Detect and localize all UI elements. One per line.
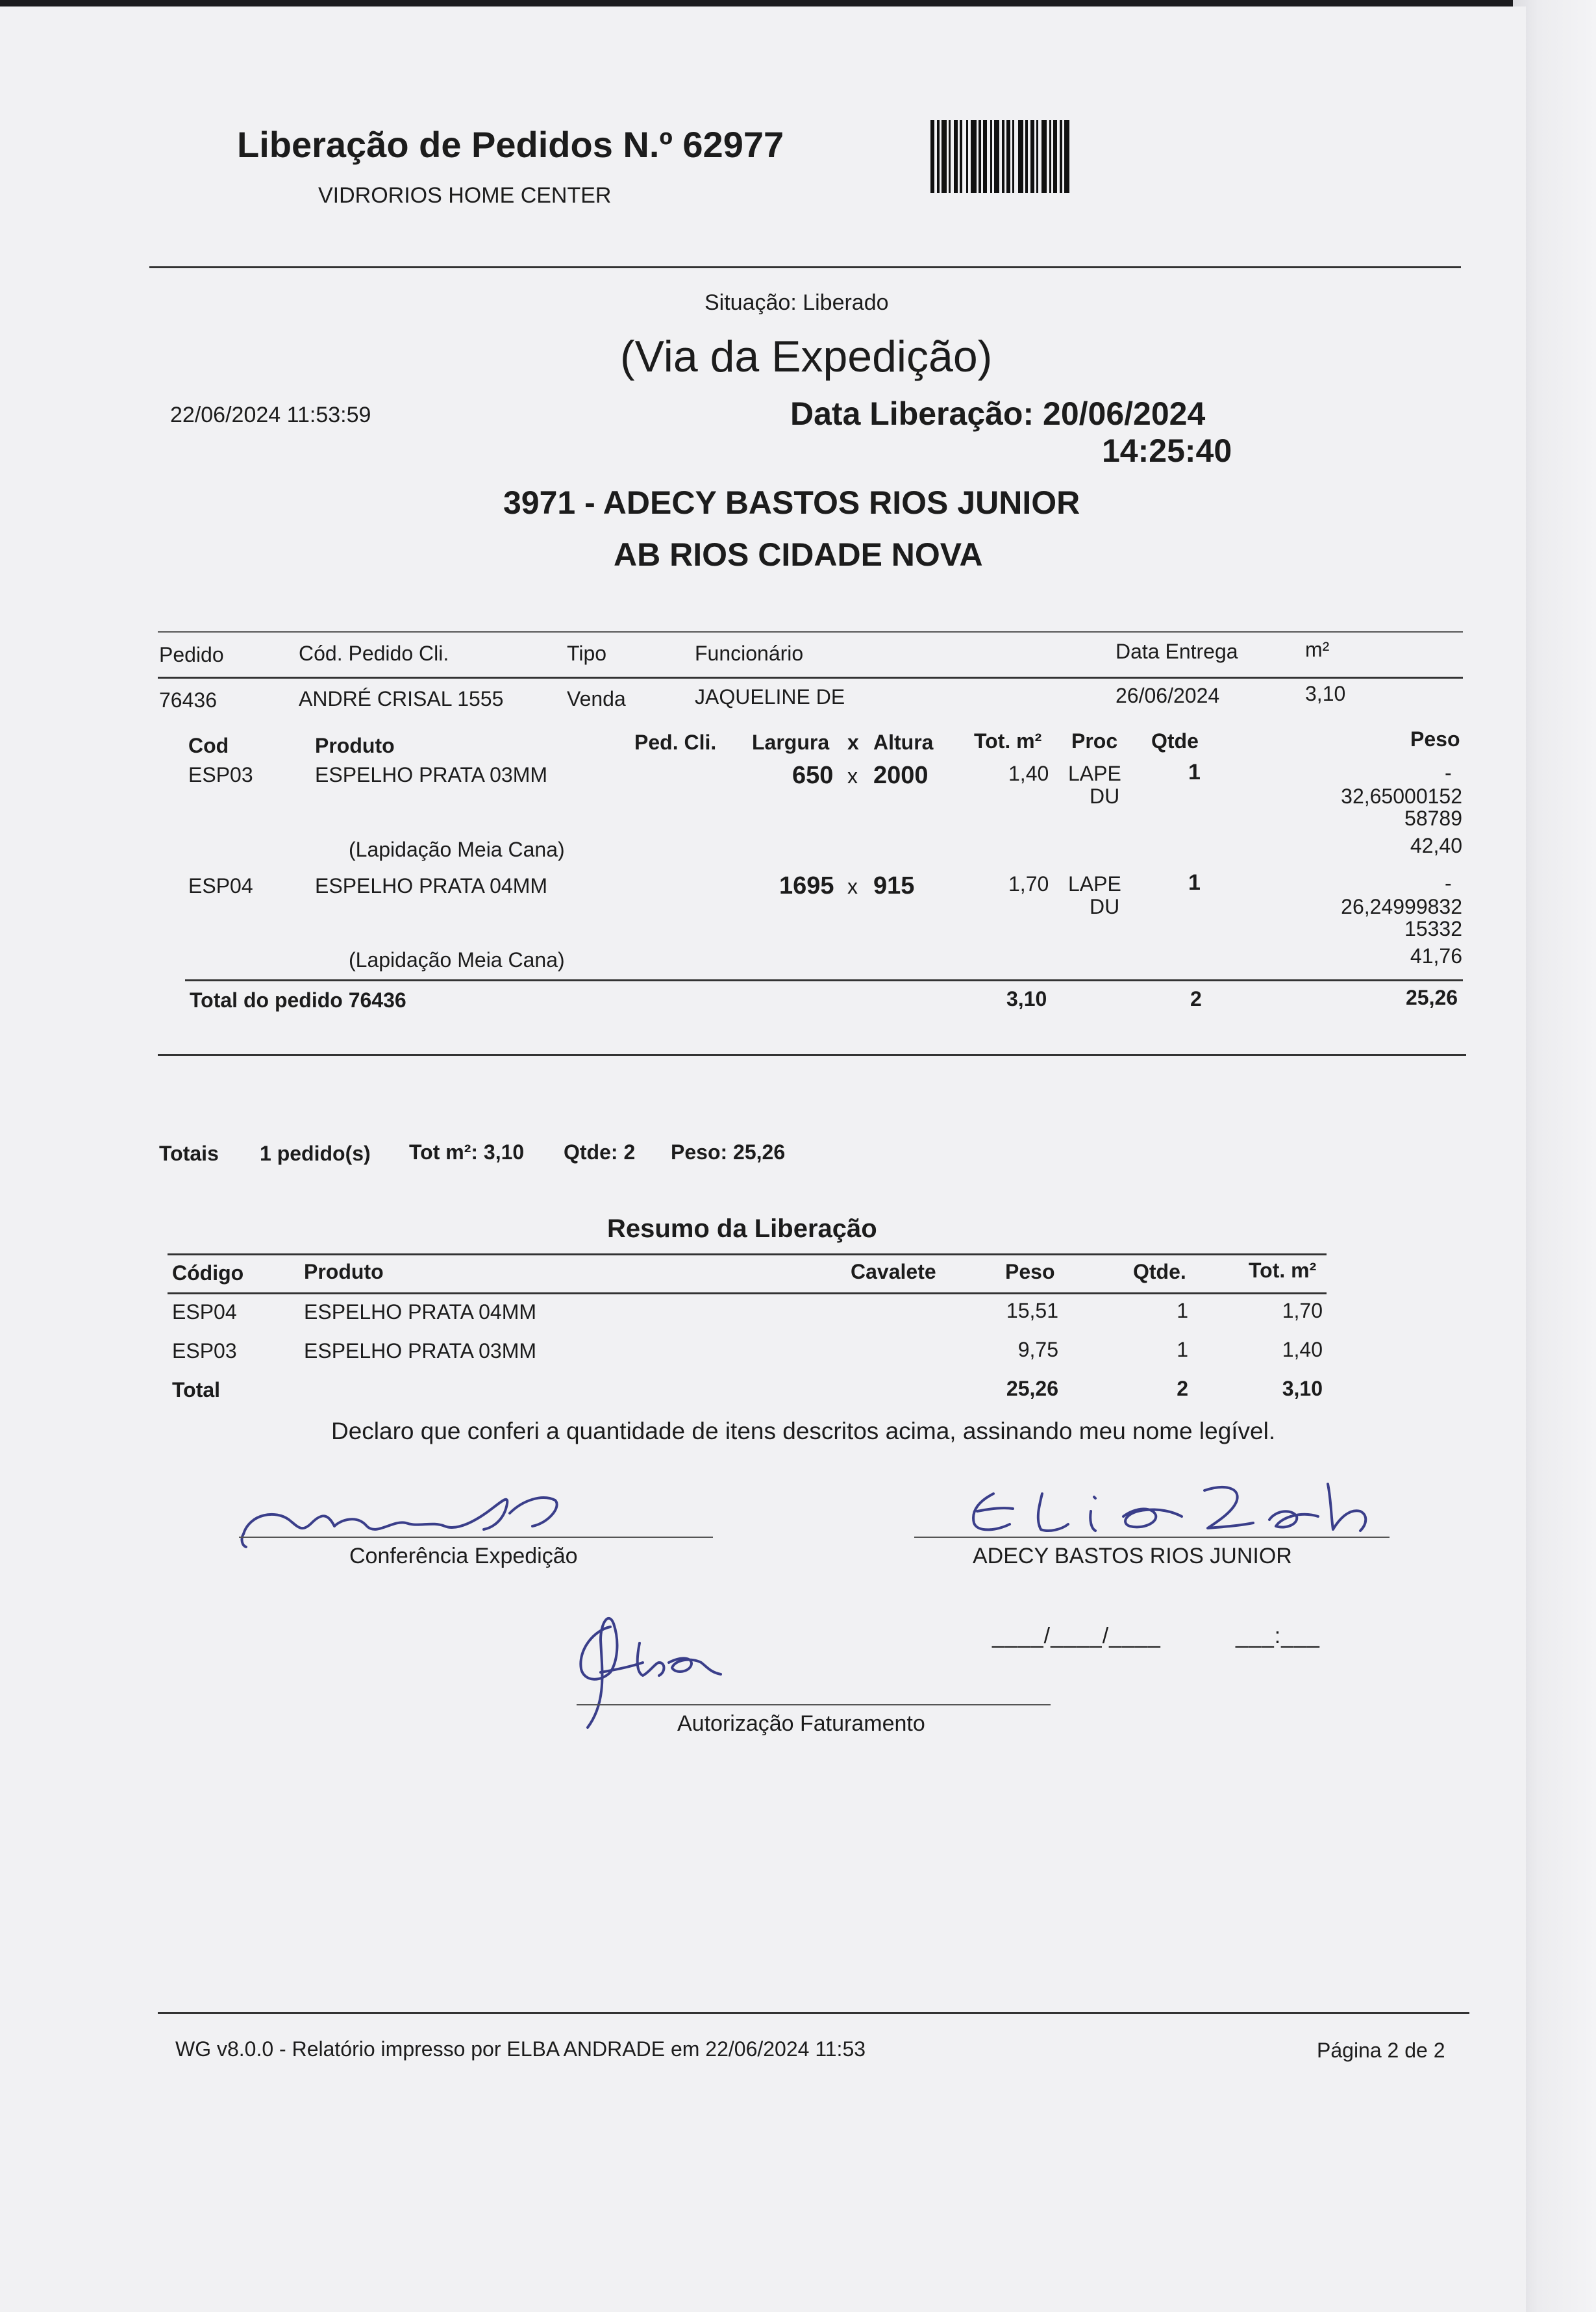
barcode-bar — [1064, 120, 1069, 193]
totais-qtde: Qtde: 2 — [564, 1140, 636, 1164]
item-produto: ESPELHO PRATA 03MM — [315, 763, 548, 786]
col-proc: Proc — [1071, 729, 1118, 753]
divider — [158, 677, 1463, 679]
date-field: ____/____/____ — [992, 1624, 1161, 1648]
divider — [158, 2012, 1469, 2014]
barcode-bar — [1041, 120, 1047, 193]
resumo-qtde: 1 — [1177, 1338, 1188, 1361]
resumo-tot-m2: 1,70 — [1282, 1299, 1323, 1322]
signature-line — [914, 1537, 1390, 1538]
resumo-col-qtde: Qtde. — [1133, 1260, 1186, 1283]
document-page — [0, 6, 1526, 2312]
item-cod: ESP03 — [188, 763, 253, 786]
col-qtde: Qtde — [1151, 729, 1199, 753]
barcode-bar — [1018, 120, 1023, 193]
data-liberacao-time: 14:25:40 — [1102, 433, 1232, 469]
barcode — [930, 120, 1161, 193]
cliente-name: 3971 - ADECY BASTOS RIOS JUNIOR — [503, 484, 1080, 521]
label-funcionario: Funcionário — [695, 642, 804, 665]
item-peso: 58789 — [1404, 807, 1462, 830]
divider — [185, 979, 1463, 981]
item-peso: 42,40 — [1410, 834, 1462, 857]
item-peso: 15332 — [1404, 917, 1462, 940]
resumo-produto: ESPELHO PRATA 03MM — [304, 1339, 537, 1363]
label-m2: m² — [1305, 638, 1330, 661]
declaracao-text: Declaro que conferi a quantidade de itens descritos acima, assinando meu nome legível. — [331, 1418, 1276, 1444]
item-cod: ESP04 — [188, 874, 253, 898]
col-cod: Cod — [188, 734, 229, 757]
value-m2: 3,10 — [1305, 682, 1346, 705]
col-produto: Produto — [315, 734, 395, 757]
item-peso: 41,76 — [1410, 944, 1462, 968]
cliente-sign-label: ADECY BASTOS RIOS JUNIOR — [973, 1544, 1292, 1568]
item-altura: 915 — [873, 872, 915, 899]
col-largura: Largura — [752, 731, 830, 754]
col-altura: Altura — [873, 731, 934, 754]
item-obs: (Lapidação Meia Cana) — [349, 948, 565, 972]
resumo-codigo: ESP04 — [172, 1300, 237, 1324]
conferencia-label: Conferência Expedição — [349, 1544, 578, 1568]
col-peso: Peso — [1410, 727, 1460, 751]
col-x: x — [847, 731, 859, 754]
divider — [149, 266, 1461, 268]
barcode-bar — [941, 120, 947, 193]
item-peso: - — [1445, 761, 1452, 785]
resumo-produto: ESPELHO PRATA 04MM — [304, 1300, 537, 1324]
totais-pedidos: 1 pedido(s) — [260, 1142, 371, 1165]
item-proc: LAPE — [1068, 872, 1121, 896]
resumo-col-produto: Produto — [304, 1260, 384, 1283]
items-total-label: Total do pedido 76436 — [190, 988, 406, 1012]
item-largura: 1695 — [779, 872, 834, 899]
item-x: x — [847, 875, 858, 898]
resumo-total-qtde: 2 — [1177, 1377, 1188, 1400]
item-largura: 650 — [792, 762, 834, 789]
label-cod-pedido-cli: Cód. Pedido Cli. — [299, 642, 449, 665]
col-ped-cli: Ped. Cli. — [634, 731, 717, 754]
item-qtde: 1 — [1188, 870, 1201, 895]
item-produto: ESPELHO PRATA 04MM — [315, 874, 548, 898]
company-name: VIDRORIOS HOME CENTER — [318, 183, 612, 208]
value-cod-pedido-cli: ANDRÉ CRISAL 1555 — [299, 687, 504, 710]
signature-cliente — [958, 1471, 1406, 1542]
barcode-bar — [994, 120, 999, 193]
cliente-store: AB RIOS CIDADE NOVA — [614, 536, 983, 573]
label-tipo: Tipo — [567, 642, 607, 665]
item-peso: 26,24999832 — [1341, 895, 1462, 918]
document-title: Liberação de Pedidos N.º 62977 — [237, 124, 784, 165]
item-tot-m2: 1,70 — [1008, 872, 1049, 896]
totais-peso: Peso: 25,26 — [671, 1140, 786, 1164]
items-total-peso: 25,26 — [1406, 986, 1458, 1009]
divider — [158, 1054, 1466, 1056]
totais-m2: Tot m²: 3,10 — [409, 1140, 525, 1164]
items-total-qtde: 2 — [1190, 987, 1202, 1011]
resumo-col-cavalete: Cavalete — [851, 1260, 936, 1283]
resumo-qtde: 1 — [1177, 1299, 1188, 1322]
resumo-col-tot-m2: Tot. m² — [1249, 1259, 1317, 1282]
item-peso: 32,65000152 — [1341, 785, 1462, 808]
via-label: (Via da Expedição) — [620, 332, 993, 381]
resumo-total-peso: 25,26 — [1006, 1377, 1058, 1400]
resumo-total-tot-m2: 3,10 — [1282, 1377, 1323, 1400]
footer-page-number: Página 2 de 2 — [1317, 2039, 1445, 2062]
value-tipo: Venda — [567, 687, 626, 710]
item-tot-m2: 1,40 — [1008, 762, 1049, 785]
resumo-peso: 9,75 — [1017, 1338, 1058, 1361]
item-x: x — [847, 764, 858, 788]
footer-printed-by: WG v8.0.0 - Relatório impresso por ELBA ANDRADE em 22/06/2024 11:53 — [175, 2037, 866, 2061]
col-tot-m2: Tot. m² — [974, 729, 1042, 753]
divider — [168, 1253, 1327, 1255]
item-proc: LAPE — [1068, 762, 1121, 785]
item-altura: 2000 — [873, 762, 929, 789]
resumo-title: Resumo da Liberação — [607, 1214, 877, 1243]
resumo-codigo: ESP03 — [172, 1339, 237, 1363]
situacao-label: Situação: Liberado — [704, 290, 889, 315]
signature-line — [239, 1537, 713, 1538]
divider — [158, 631, 1463, 633]
barcode-bar — [1069, 120, 1071, 193]
item-qtde: 1 — [1188, 760, 1201, 785]
label-pedido: Pedido — [159, 643, 224, 666]
resumo-col-peso: Peso — [1005, 1260, 1055, 1283]
time-field: ___:___ — [1236, 1624, 1320, 1648]
resumo-peso: 15,51 — [1006, 1299, 1058, 1322]
divider — [168, 1292, 1327, 1294]
signature-conferencia — [237, 1474, 653, 1552]
items-total-m2: 3,10 — [1006, 987, 1047, 1011]
totais-label: Totais — [159, 1142, 219, 1165]
value-funcionario: JAQUELINE DE — [695, 685, 845, 709]
item-obs: (Lapidação Meia Cana) — [349, 838, 565, 861]
barcode-bar — [971, 120, 977, 193]
value-pedido: 76436 — [159, 688, 217, 712]
data-liberacao-date: Data Liberação: 20/06/2024 — [790, 396, 1206, 432]
label-data-entrega: Data Entrega — [1116, 640, 1238, 663]
resumo-tot-m2: 1,40 — [1282, 1338, 1323, 1361]
item-proc: DU — [1090, 895, 1120, 918]
item-peso: - — [1445, 872, 1452, 895]
value-data-entrega: 26/06/2024 — [1116, 684, 1220, 707]
resumo-col-codigo: Código — [172, 1261, 244, 1285]
resumo-total-label: Total — [172, 1378, 221, 1401]
autorizacao-label: Autorização Faturamento — [677, 1711, 925, 1736]
item-proc: DU — [1090, 785, 1120, 808]
signature-line — [577, 1704, 1051, 1705]
print-datetime: 22/06/2024 11:53:59 — [170, 403, 371, 427]
